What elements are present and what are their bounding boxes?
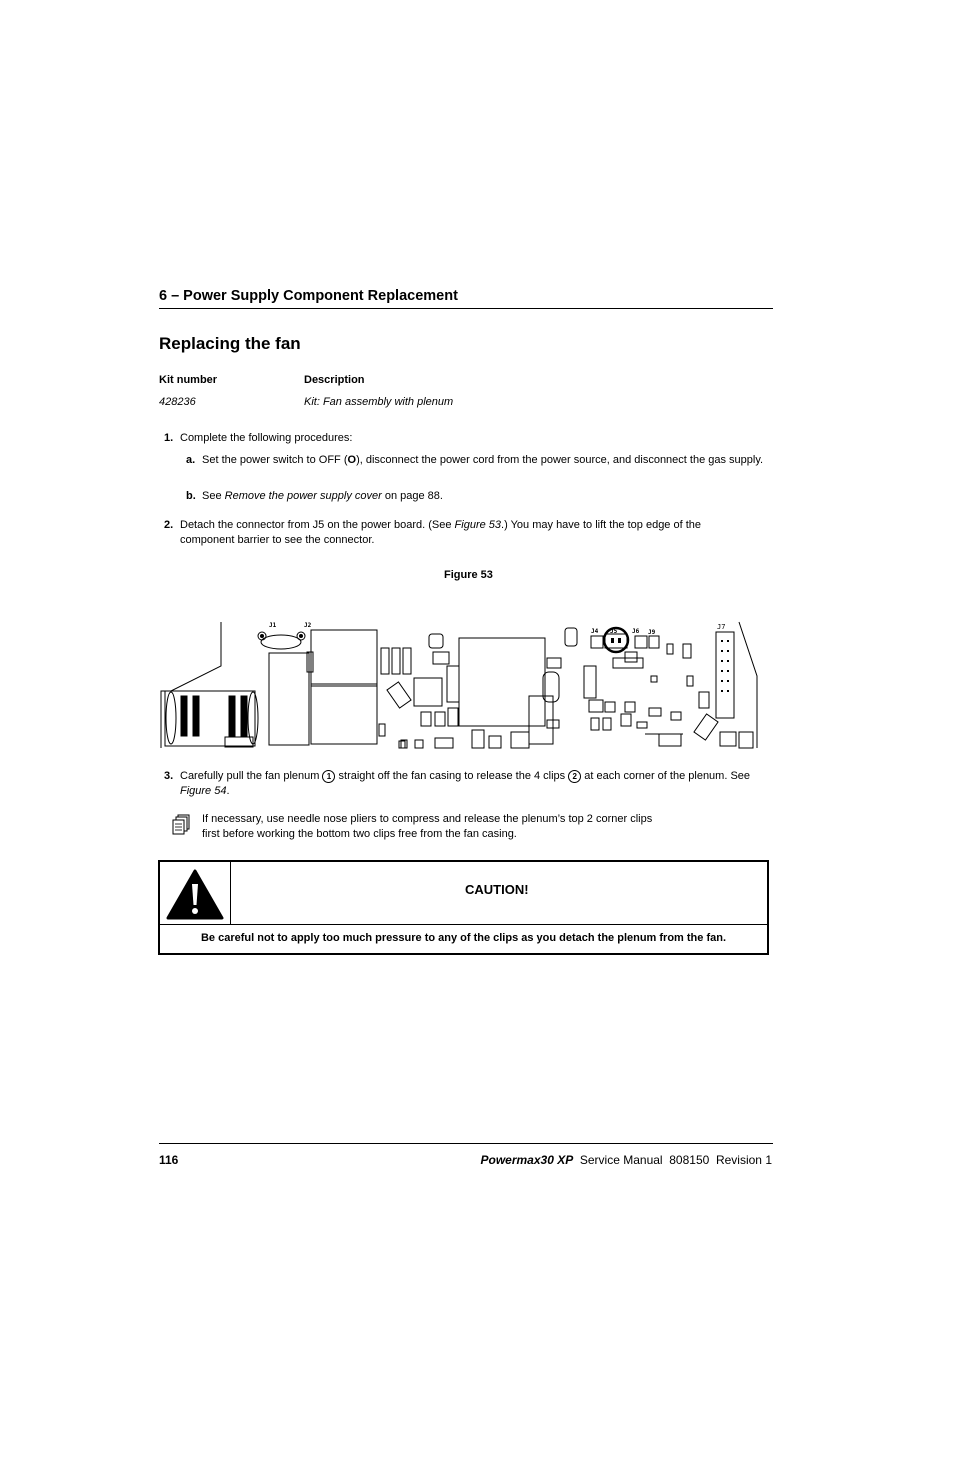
step-1b-text: See Remove the power supply cover on page 88.	[202, 490, 443, 502]
manual-info: Service Manual 808150 Revision 1	[579, 1153, 772, 1167]
kit-description-value: Kit: Fan assembly with plenum	[304, 396, 454, 408]
step-1-number: 1.	[164, 432, 174, 444]
figure-caption: Figure 53	[444, 569, 493, 581]
link-remove-cover[interactable]: Remove the power supply cover	[224, 490, 382, 502]
header-rule	[159, 308, 773, 309]
label-j9: J9	[648, 629, 656, 636]
kit-number-header: Kit number	[159, 374, 218, 386]
step-1-text: Complete the following procedures:	[180, 432, 353, 444]
label-j5: J5	[610, 628, 618, 635]
caution-text: Be careful not to apply too much pressure to any of the clips as you detach the plenum from the fan.	[200, 932, 727, 944]
page-number: 116	[159, 1153, 179, 1167]
kit-number-value: 428236	[159, 396, 196, 408]
caution-divider	[160, 924, 767, 925]
step-3-text: Carefully pull the fan plenum 1 straight off the fan casing to release the 4 clips 2 at each corner of the plenum. See Figure 54.	[180, 770, 751, 797]
section-header: 6 – Power Supply Component Replacement	[159, 288, 458, 304]
footer-doc-info	[480, 1153, 772, 1167]
step-1a-number: a.	[186, 454, 196, 466]
label-j7: J7	[717, 623, 726, 631]
warning-triangle-icon	[166, 868, 224, 920]
page-title: Replacing the fan	[159, 334, 301, 353]
step-2-text: Detach the connector from J5 on the power board. (See Figure 53.) You may have to lift the top edge of the component barrier to see the connector.	[180, 519, 702, 546]
step-1a-text: Set the power switch to OFF (O), disconnect the power cord from the power source, and disconnect the gas supply.	[202, 454, 764, 466]
label-j6: J6	[632, 628, 640, 635]
note-pages-icon	[172, 814, 190, 836]
caution-box	[158, 860, 769, 955]
description-header: Description	[304, 374, 365, 386]
label-j4: J4	[591, 628, 599, 635]
callout-1: 1	[322, 770, 335, 783]
link-figure-54[interactable]: Figure 54	[180, 785, 227, 797]
footer-rule	[159, 1143, 773, 1144]
power-board-figure	[159, 616, 759, 752]
caution-title: CAUTION!	[465, 882, 529, 897]
step-3-number: 3.	[164, 770, 174, 782]
step-1b-number: b.	[186, 490, 196, 502]
label-j1: J1	[269, 622, 277, 629]
note-text: If necessary, use needle nose pliers to compress and release the plenum’s top 2 corner clips first before working the bottom two clips free from the fan casing.	[202, 813, 653, 840]
step-2-number: 2.	[164, 519, 174, 531]
caution-icon-cell	[160, 862, 231, 924]
link-figure-53[interactable]: Figure 53	[454, 519, 502, 531]
callout-2: 2	[568, 770, 581, 783]
product-name: Powermax30 XP	[480, 1153, 574, 1167]
label-j2: J2	[304, 622, 312, 629]
